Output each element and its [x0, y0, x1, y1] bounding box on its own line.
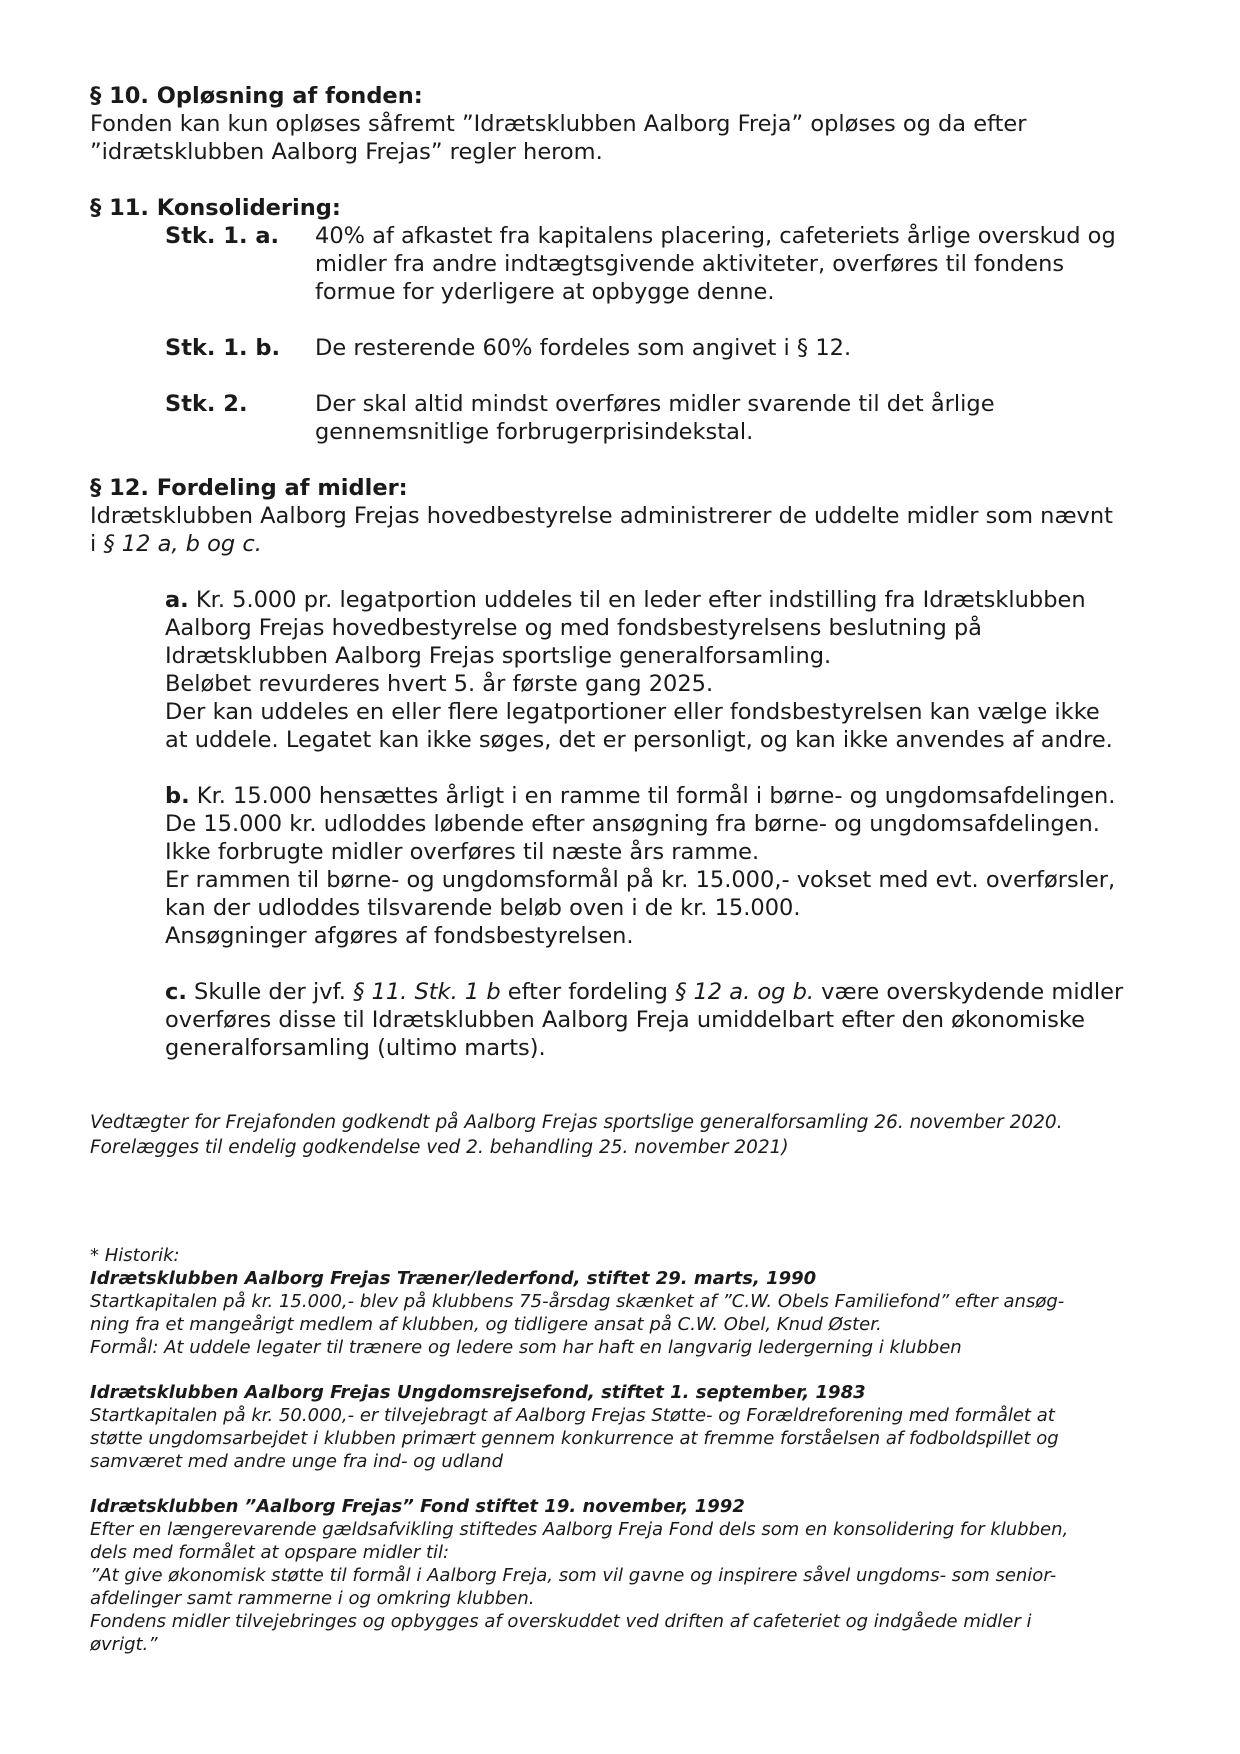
fund-2-line: samværet med andre unge fra ind- og udland	[90, 1451, 504, 1472]
fund-3-line: Efter en længerevarende gældsafvikling stiftedes Aalborg Freja Fond dels som en konsolidering for klubben,	[90, 1519, 1069, 1540]
history-section	[90, 1244, 1170, 1656]
item-a-line: Idrætsklubben Aalborg Frejas sportslige generalforsamling.	[165, 643, 832, 669]
fund-1-line: ning fra et mangeårigt medlem af klubben, og tidligere ansat på C.W. Obel, Knud Øster.	[90, 1314, 882, 1335]
item-c-line: c. Skulle der jvf. § 11. Stk. 1 b efter fordeling § 12 a. og b. være overskydende midler	[165, 979, 1124, 1005]
fund-1-line: Startkapitalen på kr. 15.000,- blev på klubbens 75-årsdag skænket af ”C.W. Obels Familiefond” efter ansøg-	[90, 1291, 1065, 1312]
fund-3-title: Idrætsklubben ”Aalborg Frejas” Fond stiftet 19. november, 1992	[90, 1496, 745, 1517]
fund-3-line: øvrigt.”	[90, 1634, 158, 1655]
section-11-title: § 11. Konsolidering:	[90, 195, 341, 221]
item-a-line: Der kan uddeles en eller flere legatportioner eller fondsbestyrelsen kan vælge ikke	[165, 699, 1100, 725]
fund-2-title: Idrætsklubben Aalborg Frejas Ungdomsrejsefond, stiftet 1. september, 1983	[90, 1382, 866, 1403]
document-page	[90, 82, 1170, 1656]
stk-2-line: Der skal altid mindst overføres midler svarende til det årlige	[315, 391, 995, 417]
item-c-line: generalforsamling (ultimo marts).	[165, 1035, 546, 1061]
section-10-body-line: Fonden kan kun opløses såfremt ”Idrætsklubben Aalborg Freja” opløses og da efter	[90, 111, 1027, 137]
item-a-line: Beløbet revurderes hvert 5. år første gang 2025.	[165, 671, 714, 697]
stk-1a-label: Stk. 1. a.	[165, 223, 280, 249]
section-10	[90, 82, 1170, 166]
section-ref: § 12 a, b og c.	[103, 531, 262, 557]
approval-note-line: Forelægges til endelig godkendelse ved 2. behandling 25. november 2021)	[90, 1137, 789, 1158]
section-ref: § 11. Stk. 1 b	[353, 979, 501, 1005]
fund-3-line: Fondens midler tilvejebringes og opbygges af overskuddet ved driften af cafeteriet og indgåede midler i	[90, 1611, 1032, 1632]
section-12-intro-line: Idrætsklubben Aalborg Frejas hovedbestyrelse administrerer de uddelte midler som nævnt	[90, 503, 1113, 529]
item-a-line: Aalborg Frejas hovedbestyrelse og med fondsbestyrelsens beslutning på	[165, 615, 982, 641]
item-a-label: a.	[165, 587, 189, 613]
fund-2-line: støtte ungdomsarbejdet i klubben primært gennem konkurrence at fremme forståelsen af fodboldspillet og	[90, 1428, 1059, 1449]
item-b-line: Er rammen til børne- og ungdomsformål på kr. 15.000,- vokset med evt. overførsler,	[165, 867, 1116, 893]
item-b-line: b. Kr. 15.000 hensættes årligt i en ramme til formål i børne- og ungdomsafdelingen.	[165, 783, 1116, 809]
stk-2-text	[315, 390, 1170, 446]
item-a-line: a. Kr. 5.000 pr. legatportion uddeles til en leder efter indstilling fra Idrætsklubben	[165, 587, 1086, 613]
section-10-body-line: ”idrætsklubben Aalborg Frejas” regler herom.	[90, 139, 603, 165]
main-text	[90, 82, 1170, 1062]
fund-3-line: ”At give økonomisk støtte til formål i Aalborg Freja, som vil gavne og inspirere såvel ungdoms- som senior-	[90, 1565, 1057, 1586]
item-a	[165, 586, 1170, 754]
stk-1b	[165, 334, 1170, 362]
section-12-title: § 12. Fordeling af midler:	[90, 475, 408, 501]
stk-1a-text	[315, 222, 1170, 306]
stk-1b-text: De resterende 60% fordeles som angivet i § 12.	[315, 335, 852, 361]
stk-1b-label: Stk. 1. b.	[165, 335, 280, 361]
stk-1a-line: midler fra andre indtægtsgivende aktiviteter, overføres til fondens	[315, 251, 1065, 277]
fund-2-line: Startkapitalen på kr. 50.000,- er tilvejebragt af Aalborg Frejas Støtte- og Forældreforening med formålet at	[90, 1405, 1055, 1426]
approval-note-line: Vedtægter for Frejafonden godkendt på Aalborg Frejas sportslige generalforsamling 26. november 2020.	[90, 1112, 1063, 1133]
item-c	[165, 978, 1170, 1062]
stk-2-line: gennemsnitlige forbrugerprisindekstal.	[315, 419, 754, 445]
section-ref: § 12 a. og b.	[675, 979, 815, 1005]
section-10-title: § 10. Opløsning af fonden:	[90, 83, 423, 109]
item-b-line: De 15.000 kr. udloddes løbende efter ansøgning fra børne- og ungdomsafdelingen.	[165, 811, 1100, 837]
stk-1a-line: formue for yderligere at opbygge denne.	[315, 279, 775, 305]
history-label: * Historik:	[90, 1245, 180, 1266]
item-c-label: c.	[165, 979, 187, 1005]
section-12	[90, 474, 1170, 1062]
fund-3-line: dels med formålet at opspare midler til:	[90, 1542, 450, 1563]
item-b-line: Ansøgninger afgøres af fondsbestyrelsen.	[165, 923, 634, 949]
stk-1a-line: 40% af afkastet fra kapitalens placering, cafeteriets årlige overskud og	[315, 223, 1116, 249]
section-11	[90, 194, 1170, 446]
stk-2	[165, 390, 1170, 446]
section-12-intro-line: i § 12 a, b og c.	[90, 531, 262, 557]
stk-1a	[165, 222, 1170, 306]
item-b-line: Ikke forbrugte midler overføres til næste års ramme.	[165, 839, 760, 865]
stk-2-label: Stk. 2.	[165, 391, 248, 417]
item-c-line: overføres disse til Idrætsklubben Aalborg Freja umiddelbart efter den økonomiske	[165, 1007, 1085, 1033]
item-a-line: at uddele. Legatet kan ikke søges, det er personligt, og kan ikke anvendes af andre.	[165, 727, 1113, 753]
approval-note	[90, 1110, 1170, 1160]
fund-1-title: Idrætsklubben Aalborg Frejas Træner/lederfond, stiftet 29. marts, 1990	[90, 1268, 817, 1289]
fund-3-line: afdelinger samt rammerne i og omkring klubben.	[90, 1588, 535, 1609]
item-b-label: b.	[165, 783, 190, 809]
fund-1-line: Formål: At uddele legater til trænere og ledere som har haft en langvarig ledergerning i klubben	[90, 1337, 962, 1358]
item-b	[165, 782, 1170, 950]
item-b-line: kan der udloddes tilsvarende beløb oven i de kr. 15.000.	[165, 895, 801, 921]
